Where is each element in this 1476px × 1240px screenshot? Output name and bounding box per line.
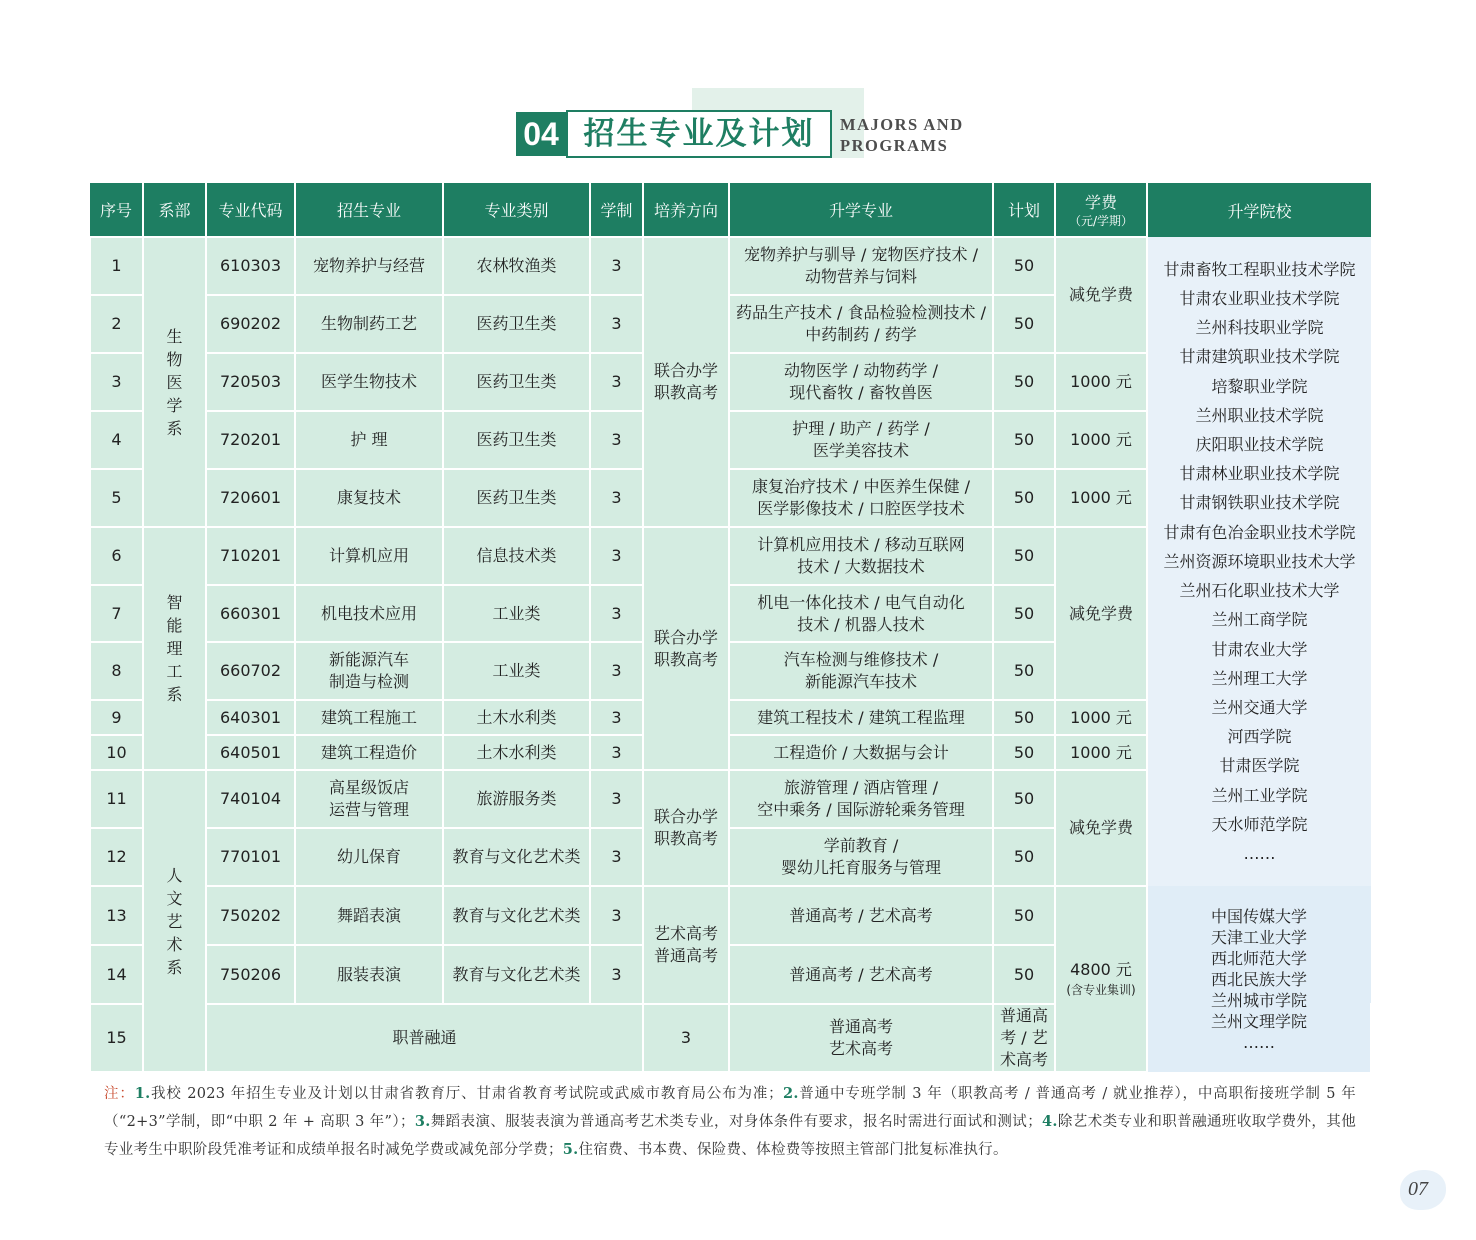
header-college: 升学院校 [1147,183,1371,237]
college-item: 甘肃有色冶金职业技术学院 [1163,522,1356,542]
cell-fee: 1000 元 [1055,735,1147,770]
table-row [90,237,1371,295]
page-number: 07 [1408,1178,1428,1200]
dept-char: 人 [166,865,183,885]
direction-line: 艺术高考 [828,1039,893,1058]
cell-no: 10 [90,735,143,770]
dept-char: 学 [166,395,183,415]
cell-advanced: 工程造价 / 大数据与会计 [729,735,993,770]
advanced-line: 中药制药 / 药学 [805,325,917,344]
cell-no: 11 [90,770,143,828]
college-item: 兰州理工大学 [1211,668,1308,688]
cell-years: 3 [590,469,643,527]
cell-advanced [729,353,993,411]
college-item: 兰州交通大学 [1211,697,1308,717]
college-item: 甘肃建筑职业技术学院 [1179,347,1340,367]
cell-advanced [729,411,993,469]
header-major: 招生专业 [295,183,443,237]
cell-category: 工业类 [443,585,590,642]
cell-major: 计算机应用 [295,527,443,585]
college-item: 天水师范学院 [1211,814,1308,834]
cell-no: 1 [90,237,143,295]
page-title: 招生专业及计划 [566,110,832,158]
cell-category: 农林牧渔类 [443,237,590,295]
cell-major: 护 理 [295,411,443,469]
college-item: 兰州文理学院 [1210,1011,1307,1031]
note-text: 我校 2023 年招生专业及计划以甘肃省教育厅、甘肃省教育考试院或武威市教育局公布为准； [150,1086,783,1102]
cell-category: 医药卫生类 [443,411,590,469]
direction-general [729,1004,993,1072]
table-row [90,886,1371,945]
cell-years: 3 [590,353,643,411]
cell-years: 3 [590,411,643,469]
college-item: 培黎职业学院 [1211,376,1308,396]
dept-char: 生 [166,326,183,346]
fee-art [1055,886,1147,1072]
dept-char: 艺 [166,911,183,931]
cell-code: 710201 [206,527,295,585]
cell-plan: 50 [993,353,1055,411]
dept-char: 系 [166,685,183,704]
dept-char: 系 [166,418,183,438]
note-number: 2. [783,1085,799,1102]
note-number: 1. [134,1085,151,1102]
advanced-line: 婴幼儿托育服务与管理 [780,858,941,877]
cell-no: 6 [90,527,143,585]
cell-code: 720503 [206,353,295,411]
cell-plan: 50 [993,469,1055,527]
college-item: 西北民族大学 [1210,969,1307,989]
cell-plan: 50 [993,642,1055,700]
cell-major: 康复技术 [295,469,443,527]
cell-category: 教育与文化艺术类 [443,945,590,1004]
advanced-line: 汽车检测与维修技术 / [783,650,939,669]
cell-years: 3 [643,1004,729,1072]
cell-plan: 50 [993,886,1055,945]
header-fee [1055,183,1147,237]
college-item: 兰州城市学院 [1210,990,1307,1010]
direction-line: 职教高考 [653,829,718,848]
cell-category: 医药卫生类 [443,295,590,353]
cell-years: 3 [590,700,643,735]
major-line: 运营与管理 [328,800,409,819]
college-list-art [1147,886,1371,1072]
fee-art-note: (含专业集训) [1066,983,1136,997]
cell-plan: 50 [993,411,1055,469]
direction-joint-arts [643,770,729,886]
cell-plan: 50 [993,735,1055,770]
page-subtitle-en [840,114,964,156]
note-number: 3. [414,1113,431,1130]
cell-major-merged: 职普融通 [206,1004,643,1072]
cell-category: 教育与文化艺术类 [443,886,590,945]
cell-code: 660702 [206,642,295,700]
cell-no: 12 [90,828,143,886]
advanced-line: 医学影像技术 / 口腔医学技术 [757,499,965,518]
college-item: 甘肃医学院 [1219,756,1300,776]
cell-years: 3 [590,585,643,642]
college-item: 甘肃农业职业技术学院 [1179,289,1340,309]
advanced-line: 机电一体化技术 / 电气自动化 [757,592,965,612]
direction-line: 联合办学 [653,361,718,380]
direction-line: 艺术高考 [653,924,718,943]
cell-no: 9 [90,700,143,735]
cell-code: 610303 [206,237,295,295]
dept-char: 理 [166,639,183,658]
cell-advanced: 普通高考 / 艺术高考 [729,945,993,1004]
advanced-line: 学前教育 / [823,836,899,855]
college-item: 庆阳职业技术学院 [1195,435,1324,455]
majors-table [89,183,1372,1073]
dept-char: 智 [166,593,183,612]
header-years: 学制 [590,183,643,237]
header-category: 专业类别 [443,183,590,237]
dept-char: 术 [166,934,183,954]
cell-plan: 50 [993,585,1055,642]
advanced-line: 康复治疗技术 / 中医养生保健 / [751,477,971,496]
cell-fee: 1000 元 [1055,353,1147,411]
advanced-line: 技术 / 机器人技术 [797,614,925,634]
cell-no: 14 [90,945,143,1004]
cell-category: 土木水利类 [443,735,590,770]
section-number: 04 [516,112,566,156]
header-dept: 系部 [143,183,206,237]
header-plan: 计划 [993,183,1055,237]
cell-category: 教育与文化艺术类 [443,828,590,886]
cell-years: 3 [590,828,643,886]
header-fee-unit: （元/学期） [1068,214,1134,228]
cell-category: 信息技术类 [443,527,590,585]
table-header-row [90,183,1371,237]
cell-major [295,770,443,828]
college-item: 甘肃畜牧工程职业技术学院 [1163,259,1356,279]
fee-waive: 减免学费 [1055,527,1147,700]
college-item: 兰州科技职业学院 [1195,318,1324,338]
college-item: 甘肃钢铁职业技术学院 [1179,493,1340,513]
cell-no: 8 [90,642,143,700]
college-item: 中国传媒大学 [1210,906,1307,926]
cell-plan: 50 [993,237,1055,295]
major-line: 高星级饭店 [328,778,409,797]
notes-paragraph [104,1080,1356,1164]
cell-major: 幼儿保育 [295,828,443,886]
cell-advanced [729,469,993,527]
cell-plan: 50 [993,770,1055,828]
cell-code: 770101 [206,828,295,886]
cell-code: 720201 [206,411,295,469]
direction-line: 普通高考 [653,946,718,965]
direction-line: 联合办学 [653,627,718,647]
advanced-line: 计算机应用技术 / 移动互联网 [757,535,965,554]
cell-code: 740104 [206,770,295,828]
cell-advanced: 普通高考 / 艺术高考 [729,886,993,945]
cell-major: 机电技术应用 [295,585,443,642]
cell-major: 生物制药工艺 [295,295,443,353]
cell-fee: 1000 元 [1055,700,1147,735]
cell-major: 医学生物技术 [295,353,443,411]
cell-advanced [729,237,993,295]
cell-code: 750202 [206,886,295,945]
direction-joint-bio [643,237,729,527]
cell-years: 3 [590,770,643,828]
advanced-line: 动物营养与饲料 [804,267,917,286]
college-item: 西北师范大学 [1210,948,1307,968]
dept-char: 物 [166,349,183,369]
direction-art [643,886,729,1004]
direction-line: 普通高考 [828,1017,893,1036]
direction-line: 联合办学 [653,807,718,826]
cell-advanced: 建筑工程技术 / 建筑工程监理 [729,700,993,735]
header-fee-label: 学费 [1084,193,1117,212]
cell-plan: 50 [993,828,1055,886]
cell-category: 医药卫生类 [443,469,590,527]
cell-advanced [729,770,993,828]
cell-advanced [729,585,993,642]
cell-major [295,642,443,700]
cell-advanced [729,642,993,700]
college-item: 兰州工商学院 [1211,610,1308,630]
note-text: 住宿费、书本费、保险费、体检费等按照主管部门批复标准执行。 [578,1142,1008,1158]
cell-years: 3 [590,527,643,585]
dept-char: 文 [166,888,183,908]
header-direction: 培养方向 [643,183,729,237]
college-item: 兰州石化职业技术大学 [1179,581,1340,601]
cell-major: 舞蹈表演 [295,886,443,945]
cell-no: 15 [90,1004,143,1072]
cell-no: 3 [90,353,143,411]
cell-years: 3 [590,295,643,353]
cell-category: 工业类 [443,642,590,700]
cell-advanced [729,828,993,886]
advanced-line: 旅游管理 / 酒店管理 / [783,778,939,797]
cell-plan: 50 [993,945,1055,1004]
cell-plan: 50 [993,527,1055,585]
cell-major: 建筑工程造价 [295,735,443,770]
cell-code: 640301 [206,700,295,735]
cell-no: 4 [90,411,143,469]
note-text: 舞蹈表演、服装表演为普通高考艺术类专业，对身体条件有要求，报名时需进行面试和测试； [430,1114,1042,1130]
college-item: 甘肃林业职业技术学院 [1179,464,1340,484]
note-number: 5. [562,1141,579,1158]
college-item: 天津工业大学 [1210,927,1307,947]
advanced-line: 空中乘务 / 国际游轮乘务管理 [757,800,965,819]
cell-fee: 1000 元 [1055,469,1147,527]
advanced-line: 宠物养护与驯导 / 宠物医疗技术 / [743,245,979,264]
fee-waive: 减免学费 [1055,237,1147,353]
major-line: 制造与检测 [328,672,409,691]
header-advanced-major: 升学专业 [729,183,993,237]
subtitle-line-1: MAJORS AND [840,115,964,134]
fee-waive: 减免学费 [1055,770,1147,886]
dept-bio [143,237,206,527]
advanced-line: 新能源汽车技术 [804,672,917,691]
dept-tech [143,527,206,770]
dept-char: 工 [166,662,183,681]
cell-code: 750206 [206,945,295,1004]
cell-code: 690202 [206,295,295,353]
cell-fee: 1000 元 [1055,411,1147,469]
cell-code: 640501 [206,735,295,770]
advanced-line: 医学美容技术 [812,441,909,460]
notes-label: 注： [104,1086,135,1102]
cell-plan: 50 [993,295,1055,353]
cell-category: 旅游服务类 [443,770,590,828]
cell-years: 3 [590,642,643,700]
advanced-line: 现代畜牧 / 畜牧兽医 [789,383,933,402]
cell-plan: 50 [993,700,1055,735]
advanced-line: 技术 / 大数据技术 [797,557,925,576]
college-item: 兰州职业技术学院 [1195,405,1324,425]
college-item: …… [1243,1032,1275,1052]
cell-advanced: 普通高考 / 艺术高考 [993,1004,1055,1072]
cell-major: 宠物养护与经营 [295,237,443,295]
header-no: 序号 [90,183,143,237]
cell-years: 3 [590,945,643,1004]
college-item: 兰州工业学院 [1211,785,1308,805]
college-item: 兰州资源环境职业技术大学 [1163,551,1356,571]
cell-no: 13 [90,886,143,945]
college-item: 河西学院 [1227,727,1292,747]
advanced-line: 动物医学 / 动物药学 / [783,361,939,380]
cell-code: 720601 [206,469,295,527]
note-text: 普通中专班学制 3 年（职教高考 / 普通高考 / 就业推荐），中高职衔接班学制 5 年（“2+3”学制，即“中职 2 年 + 高职 3 年”）； [104,1086,1356,1130]
header-code: 专业代码 [206,183,295,237]
cell-no: 2 [90,295,143,353]
direction-line: 职教高考 [653,383,718,402]
direction-line: 职教高考 [653,649,718,669]
cell-category: 土木水利类 [443,700,590,735]
college-list-main [1147,237,1371,886]
subtitle-line-2: PROGRAMS [840,136,949,155]
direction-joint-tech [643,527,729,770]
cell-no: 5 [90,469,143,527]
cell-years: 3 [590,735,643,770]
cell-major: 服装表演 [295,945,443,1004]
dept-arts [143,770,206,1072]
advanced-line: 护理 / 助产 / 药学 / [792,419,930,438]
cell-years: 3 [590,886,643,945]
cell-code: 660301 [206,585,295,642]
dept-char: 能 [166,616,183,635]
cell-category: 医药卫生类 [443,353,590,411]
cell-advanced [729,527,993,585]
cell-years: 3 [590,237,643,295]
advanced-line: 药品生产技术 / 食品检验检测技术 / [735,303,987,322]
cell-no: 7 [90,585,143,642]
fee-art-value: 4800 元 [1070,960,1132,979]
dept-char: 系 [166,957,183,977]
note-number: 4. [1042,1113,1058,1130]
major-line: 新能源汽车 [328,650,409,669]
dept-char: 医 [166,372,183,392]
note-text: 除艺术类专业和职普融通班收取学费外，其他专业考生中职阶段凭准考证和成绩单报名时减免学费或减免部分学费； [104,1114,1357,1158]
college-item: …… [1243,843,1276,863]
cell-advanced [729,295,993,353]
cell-major: 建筑工程施工 [295,700,443,735]
college-item: 甘肃农业大学 [1211,639,1308,659]
